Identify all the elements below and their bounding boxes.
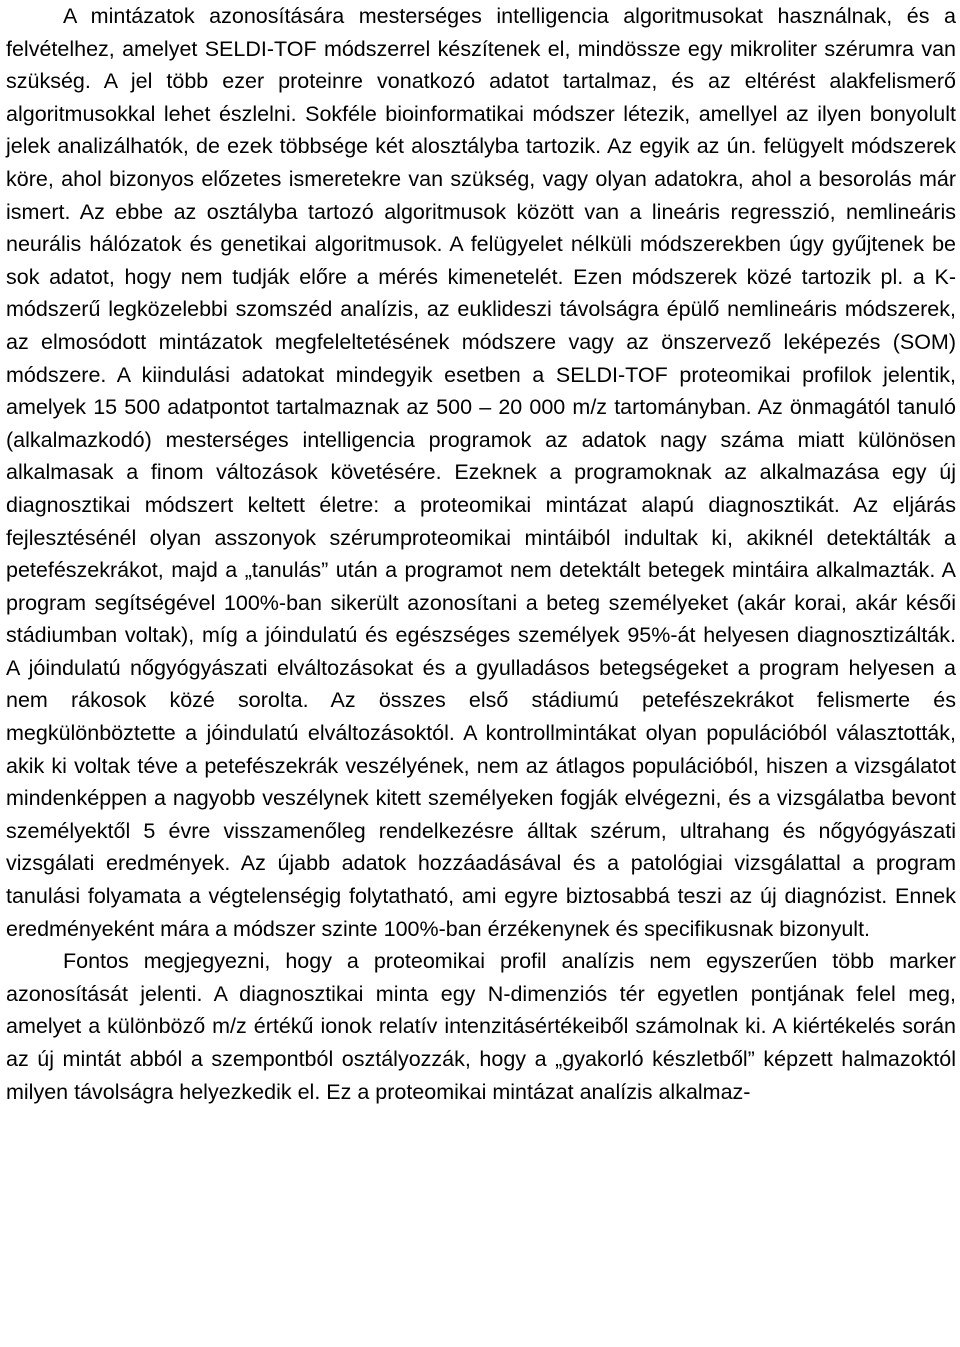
- body-paragraph-1: A mintázatok azonosítására mesterséges intelligencia algoritmusokat használnak, és a felvételhez, amelyet SELDI-TOF módszerrel készítenek el, mindössze egy mikroliter szérumra van szükség. A jel több ezer proteinre vonatkozó adatot tartalmaz, és az eltérést alakfelismerő algoritmusokkal lehet észlelni. Sokféle bioinformatikai módszer létezik, amellyel az ilyen bonyolult jelek analizálhatók, de ezek többsége két alosztályba tartozik. Az egyik az ún. felügyelt módszerek köre, ahol bizonyos előzetes ismeretekre van szükség, vagy olyan adatokra, ahol a besorolás már ismert. Az ebbe az osztályba tartozó algoritmusok között van a lineáris regresszió, nemlineáris neurális hálózatok és genetikai algoritmusok. A felügyelet nélküli módszerekben úgy gyűjtenek be sok adatot, hogy nem tudják előre a mérés kimenetelét. Ezen módszerek közé tartozik pl. a K-módszerű legközelebbi szomszéd analízis, az euklideszi távolságra épülő nemlineáris módszerek, az elmosódott mintázatok megfeleltetésének módszere vagy az önszervező leképezés (SOM) módszere. A kiindulási adatokat mindegyik esetben a SELDI-TOF proteomikai profilok jelentik, amelyek 15 500 adatpontot tartalmaznak az 500 – 20 000 m/z tartományban. Az önmagától tanuló (alkalmazkodó) mesterséges intelligencia programok az adatok nagy száma miatt különösen alkalmasak a finom változások követésére. Ezeknek a programoknak az alkalmazása egy új diagnosztikai módszert keltett életre: a proteomikai mintázat alapú diagnosztikát. Az eljárás fejlesztésénél olyan asszonyok szérumproteomikai mintáiból indultak ki, akiknél detektálták a petefészekrákot, majd a „tanulás” után a programot nem detektált betegek mintáira alkalmazták. A program segítségével 100%-ban sikerült azonosítani a beteg személyeket (akár korai, akár késői stádiumban voltak), míg a jóindulatú és egészséges személyek 95%-át helyesen diagnosztizálták. A jóindulatú nőgyógyászati elváltozásokat és a gyulladásos betegségeket a program helyesen a nem rákosok közé sorolta. Az összes első stádiumú petefészekrákot felismerte és megkülönböztette a jóindulatú elváltozásoktól. A kontrollmintákat olyan populációból választották, akik ki voltak téve a petefészekrák veszélyének, nem az átlagos populációból, hiszen a vizsgálatot mindenképpen a nagyobb veszélynek kitett személyeken fogják elvégezni, és a vizsgálatba bevont személyektől 5 évre visszamenőleg rendelkezésre álltak szérum, ultrahang és nőgyógyászati vizsgálati eredmények. Az újabb adatok hozzáadásával és a patológiai vizsgálattal a program tanulási folyamata a végtelenségig folytatható, ami egyre biztosabbá teszi az új diagnózist. Ennek eredményeként mára a módszer szinte 100%-ban érzékenynek és specifikusnak bizonyult.: [6, 4, 956, 941]
- body-paragraph-2: Fontos megjegyezni, hogy a proteomikai profil analízis nem egyszerűen több marker azonosítását jelenti. A diagnosztikai minta egy N-dimenziós tér egyetlen pontjának felel meg, amelyet a különböző m/z értékű ionok relatív intenzitásértékeiből számolnak ki. A kiértékelés során az új mintát abból a szempontból osztályozzák, hogy a „gyakorló készletből” képzett halmazoktól milyen távolságra helyezkedik el. Ez a proteomikai mintázat analízis alkalmaz-: [6, 949, 956, 1104]
- document-page: [6, 0, 956, 1108]
